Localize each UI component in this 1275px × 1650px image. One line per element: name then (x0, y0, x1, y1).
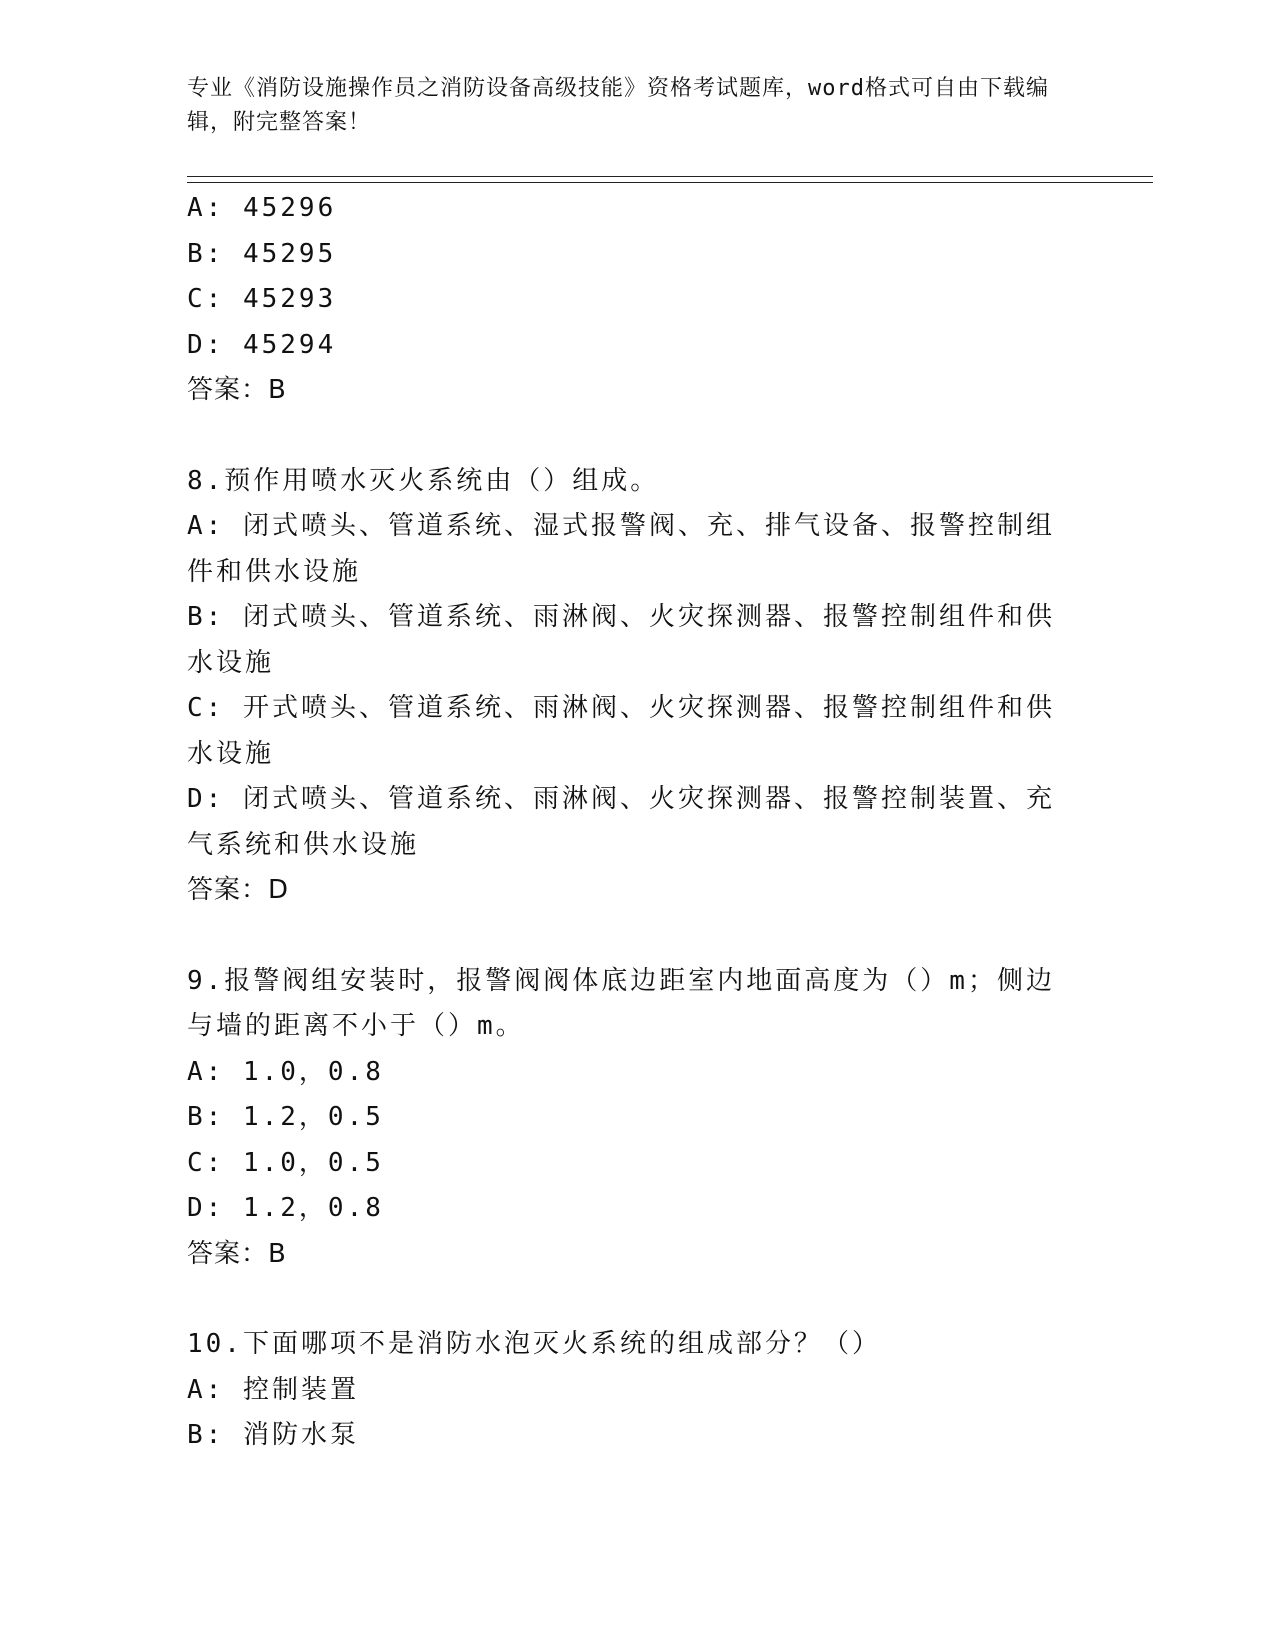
q10-question: 10.下面哪项不是消防水泡灭火系统的组成部分？（） (187, 1329, 881, 1359)
q7-answer: 答案：B (187, 375, 287, 405)
q7-option-a: A: 45296 (187, 193, 337, 223)
q10-option-a: A: 控制装置 (187, 1374, 359, 1405)
q9-option-a: A: 1.0，0.8 (187, 1056, 384, 1087)
q8-option-d: D: 闭式喷头、管道系统、雨淋阀、火灾探测器、报警控制装置、充气系统和供水设施 (187, 784, 1055, 860)
question-9 (187, 959, 1067, 1278)
q9-option-c: C: 1.0，0.5 (187, 1147, 384, 1178)
document-body (187, 186, 1067, 1459)
q8-option-a: A: 闭式喷头、管道系统、湿式报警阀、充、排气设备、报警控制组件和供水设施 (187, 511, 1055, 587)
q8-option-c: C: 开式喷头、管道系统、雨淋阀、火灾探测器、报警控制组件和供水设施 (187, 693, 1055, 769)
question-8 (187, 459, 1067, 914)
q10-option-b: B: 消防水泵 (187, 1420, 359, 1450)
q7-option-b: B: 45295 (187, 238, 337, 269)
q8-option-b: B: 闭式喷头、管道系统、雨淋阀、火灾探测器、报警控制组件和供水设施 (187, 602, 1055, 678)
document-header: 专业《消防设施操作员之消防设备高级技能》资格考试题库，word格式可自由下载编辑，附完整答案！ (187, 76, 1049, 135)
spacer (187, 1277, 1067, 1322)
spacer (187, 914, 1067, 959)
header-rule-top (187, 176, 1153, 177)
q9-question: 9.报警阀组安装时，报警阀阀体底边距室内地面高度为（）m；侧边与墙的距离不小于（）m。 (187, 965, 1055, 1041)
q8-question: 8.预作用喷水灭火系统由（）组成。 (187, 465, 660, 496)
header-rule-bottom (187, 182, 1153, 183)
q9-answer: 答案：B (187, 1238, 287, 1269)
q9-option-d: D: 1.2，0.8 (187, 1193, 384, 1223)
q7-option-d: D: 45294 (187, 329, 337, 360)
question-10 (187, 1322, 1067, 1459)
spacer (187, 414, 1067, 459)
question-7 (187, 186, 1067, 414)
q8-answer: 答案：D (187, 875, 290, 905)
q9-option-b: B: 1.2，0.5 (187, 1102, 384, 1132)
q7-option-c: C: 45293 (187, 284, 337, 314)
